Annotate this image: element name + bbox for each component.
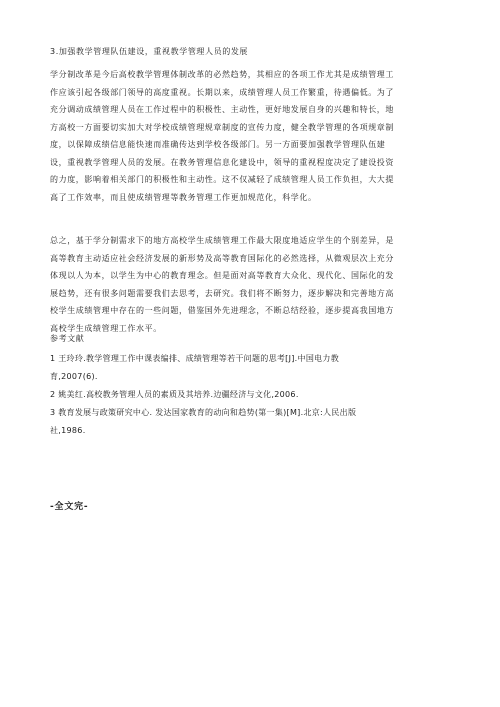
reference-line: 1 王玲玲.教学管理工作中课表编排、成绩管理等若干问题的思考[J].中国电力教 bbox=[50, 354, 340, 363]
reference-line: 社,1986. bbox=[50, 426, 86, 435]
paragraph-1-line: 的力度，影响着相关部门的积极性和主动性。这不仅减轻了成绩管理人员工作负担，大大提 bbox=[50, 175, 394, 184]
paragraph-1-line: 设，重视教学管理人员的发展。在教务管理信息化建设中，领导的重视程度决定了建设投资 bbox=[50, 157, 394, 167]
section-heading bbox=[50, 43, 455, 61]
paragraph-1-line: 方高校一方面要切实加大对学校成绩管理规章制度的宣传力度，健全教学管理的各项规章制 bbox=[50, 122, 394, 132]
paragraph-1-line: 度，以保障成绩信息能快速而准确传达到学校各级部门。另一方面要加强教学管理队伍建 bbox=[50, 140, 386, 149]
reference-line: 2 姚美红.高校教务管理人员的素质及其培养.边疆经济与文化,2006. bbox=[50, 390, 299, 399]
paragraph-2-line: 校学生成绩管理中存在的一些问题，借鉴国外先进理念，不断总结经验，逐步提高我国地方 bbox=[50, 306, 394, 315]
paragraph-1-line: 学分制改革是今后高校教学管理体制改革的必然趋势，其相应的各项工作尤其是成绩管理工 bbox=[50, 70, 394, 79]
paragraph-2-line: 高校学生成绩管理工作水平。 bbox=[50, 323, 162, 333]
references-heading bbox=[50, 330, 455, 348]
reference-line: 育,2007(6). bbox=[50, 372, 98, 381]
paragraph-2 bbox=[50, 232, 455, 337]
paragraph-1-line: 高了工作效率，而且使成绩管理等教务管理工作更加规范化，科学化。 bbox=[50, 192, 317, 202]
paragraph-1-line: 充分调动成绩管理人员在工作过程中的积极性、主动性，更好地发展自身的兴趣和特长，地 bbox=[50, 105, 394, 114]
paragraph-1 bbox=[50, 66, 455, 206]
section-heading-text: 3.加强教学管理队伍建设，重视教学管理人员的发展 bbox=[50, 47, 249, 56]
paragraph-2-line: 展趋势，还有很多问题需要我们去思考，去研究。我们将不断努力，逐步解决和完善地方高 bbox=[50, 288, 394, 298]
paragraph-2-line: 高等教育主动适应社会经济发展的新形势及高等教育国际化的必然选择，从微观层次上充分 bbox=[50, 253, 394, 263]
reference-line: 3 教育发展与政策研究中心. 发达国家教育的动向和趋势(第一集)[M].北京:人民出版 bbox=[50, 408, 357, 417]
paragraph-2-line: 体现以人为本，以学生为中心的教育理念。但是面对高等教育大众化、现代化、国际化的发 bbox=[50, 271, 394, 280]
references-list bbox=[50, 350, 455, 440]
paragraph-2-line: 总之，基于学分制需求下的地方高校学生成绩管理工作最大限度地适应学生的个别差异，是 bbox=[50, 236, 394, 245]
references-heading-text: 参考文献 bbox=[50, 334, 85, 343]
paragraph-1-line: 作应该引起各级部门领导的高度重视。长期以来，成绩管理人员工作繁重，待遇偏低。为了 bbox=[50, 87, 394, 97]
end-mark: -全文完- bbox=[50, 502, 89, 512]
